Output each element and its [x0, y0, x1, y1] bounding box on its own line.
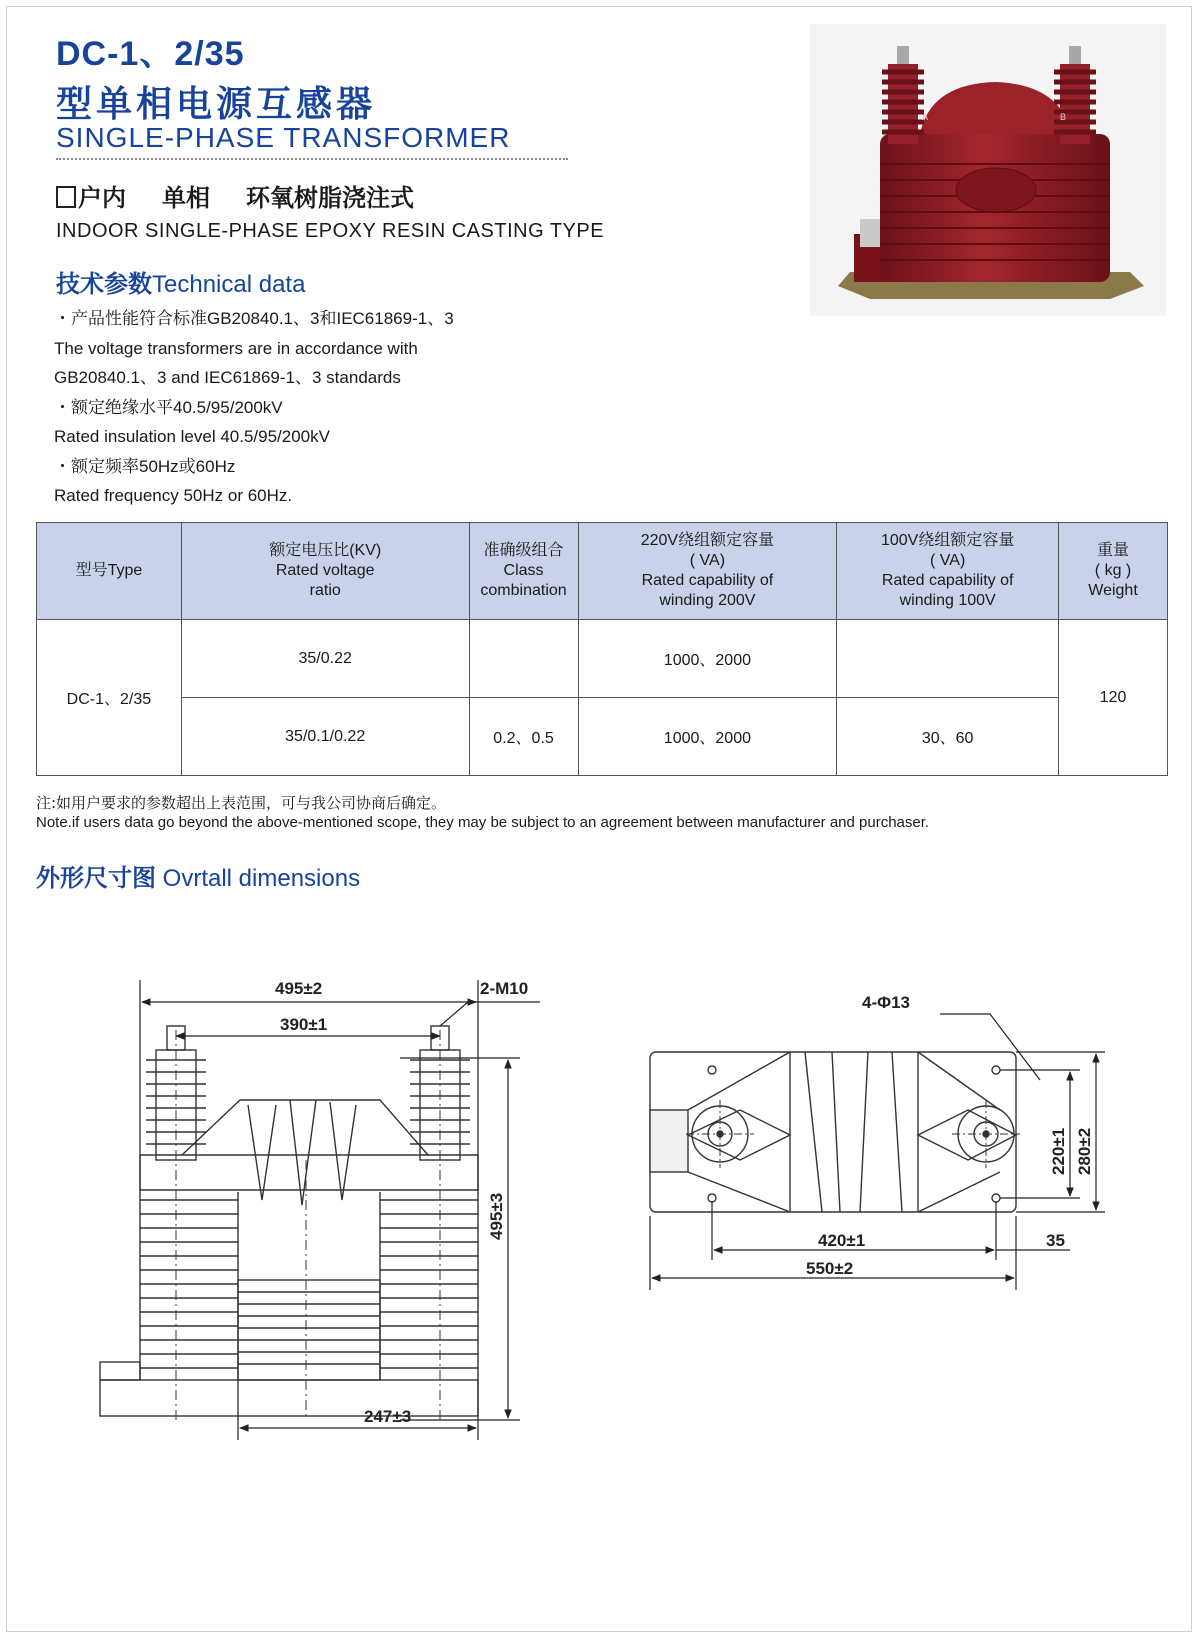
tech-line: ・额定频率50Hz或60Hz — [54, 456, 236, 476]
dimensions-heading-cn: 外形尺寸图 — [36, 864, 156, 892]
mounting-hole — [992, 1194, 1000, 1202]
cell-class — [469, 620, 578, 698]
cell-cap100: 30、60 — [837, 698, 1059, 776]
table-row — [37, 698, 1168, 776]
dim-base: 247±3 — [364, 1407, 412, 1426]
type-cn-item: 环氧树脂浇注式 — [246, 184, 414, 212]
technical-heading-en: Technical data — [152, 271, 306, 298]
cell-class: 0.2、0.5 — [469, 698, 578, 776]
ext-line — [238, 1380, 478, 1440]
front-base — [100, 1380, 478, 1416]
col-header-cap100: 100V绕组额定容量 ( VA) Rated capability of winding 100V — [837, 523, 1059, 620]
mounting-hole — [708, 1066, 716, 1074]
front-sheds-right — [380, 1192, 478, 1380]
product-title-cn: 型单相电源互感器 — [56, 84, 377, 125]
type-cn-item: 户内 — [78, 184, 126, 212]
mounting-hole — [992, 1066, 1000, 1074]
type-cn — [56, 178, 414, 213]
front-terminal-box — [100, 1362, 140, 1380]
dim-hole-spacing-y: 220±1 — [1049, 1127, 1068, 1175]
bushing-right — [1054, 46, 1096, 144]
terminal-a-label: A — [922, 112, 929, 122]
front-sheds-left — [140, 1192, 238, 1380]
col-header-weight: 重量 ( kg ) Weight — [1059, 523, 1168, 620]
front-view — [100, 1026, 478, 1420]
cell-ratio: 35/0.1/0.22 — [181, 698, 469, 776]
tech-line: GB20840.1、3 and IEC61869-1、3 standards — [54, 368, 401, 387]
technical-heading — [56, 264, 305, 299]
tech-line: Rated frequency 50Hz or 60Hz. — [54, 486, 293, 505]
dim-hole-spacing-x: 420±1 — [818, 1231, 866, 1250]
front-core — [238, 1280, 380, 1380]
tech-line: Rated insulation level 40.5/95/200kV — [54, 427, 330, 446]
dim-length: 550±2 — [806, 1259, 854, 1278]
top-dome — [920, 82, 1072, 134]
table-note — [36, 794, 929, 832]
front-centerlines — [176, 1030, 440, 1420]
bushing-left — [882, 46, 924, 144]
cell-weight: 120 — [1059, 620, 1168, 776]
front-dimension-lines — [140, 980, 540, 1440]
product-photo — [810, 24, 1166, 316]
terminal-b-label: B — [1060, 112, 1067, 122]
product-title-en: SINGLE-PHASE TRANSFORMER — [56, 122, 511, 153]
dimension-drawings — [0, 960, 1200, 1480]
front-core-sheds — [238, 1292, 380, 1364]
top-core-edges — [790, 1052, 918, 1212]
col-header-type: 型号Type — [37, 523, 182, 620]
front-top-ribs — [248, 1100, 356, 1205]
type-en: INDOOR SINGLE-PHASE EPOXY RESIN CASTING TYPE — [56, 220, 605, 242]
top-terminal-box — [650, 1110, 688, 1172]
dim-thread: 2-M10 — [480, 979, 529, 998]
dim-terminal-spacing: 390±1 — [280, 1015, 328, 1034]
model-title: DC-1、2/35 — [56, 35, 245, 73]
top-dimension-lines — [650, 1014, 1105, 1290]
tech-line: The voltage transformers are in accordance with — [54, 338, 418, 358]
col-header-ratio: 额定电压比(KV) Rated voltage ratio — [181, 523, 469, 620]
table-header-row — [37, 523, 1168, 620]
leader-thread — [440, 1002, 540, 1026]
technical-heading-cn: 技术参数 — [56, 270, 152, 298]
top-shoulders — [688, 1052, 1000, 1212]
cell-cap100 — [837, 620, 1059, 698]
technical-paragraph — [54, 304, 454, 511]
nameplate-boss — [956, 168, 1036, 212]
dimensions-heading — [36, 858, 360, 893]
top-view — [650, 1052, 1020, 1212]
dotted-divider — [56, 158, 568, 160]
checkbox-icon — [56, 186, 76, 208]
top-terminal-pads — [688, 1110, 1016, 1160]
note-cn: 注:如用户要求的参数超出上表范围，可与我公司协商后确定。 — [36, 794, 447, 812]
cell-cap220: 1000、2000 — [578, 698, 837, 776]
cell-cap220: 1000、2000 — [578, 620, 837, 698]
cell-ratio: 35/0.22 — [181, 620, 469, 698]
top-core-ribs — [805, 1052, 902, 1212]
dimensions-heading-en: Ovrtall dimensions — [162, 865, 361, 892]
tech-line: ・额定绝缘水平40.5/95/200kV — [54, 397, 283, 417]
dim-depth: 280±2 — [1075, 1127, 1094, 1175]
spec-table — [36, 522, 1168, 776]
dim-edge: 35 — [1046, 1231, 1065, 1250]
dim-height: 495±3 — [487, 1192, 506, 1240]
transformer-photo-illustration — [810, 24, 1166, 316]
dim-holes: 4-Φ13 — [862, 993, 910, 1012]
col-header-cap220: 220V绕组额定容量 ( VA) Rated capability of winding 200V — [578, 523, 837, 620]
tech-line: ・产品性能符合标准GB20840.1、3和IEC61869-1、3 — [54, 309, 454, 328]
table-row — [37, 620, 1168, 698]
mounting-hole — [708, 1194, 716, 1202]
type-cn-item: 单相 — [162, 184, 210, 212]
note-en: Note.if users data go beyond the above-mentioned scope, they may be subject to an agreement between manufacturer and purchaser. — [36, 814, 930, 831]
col-header-class: 准确级组合 Class combination — [469, 523, 578, 620]
front-top-slope — [182, 1100, 428, 1155]
cell-model: DC-1、2/35 — [37, 620, 182, 776]
dim-overall-width: 495±2 — [275, 979, 323, 998]
